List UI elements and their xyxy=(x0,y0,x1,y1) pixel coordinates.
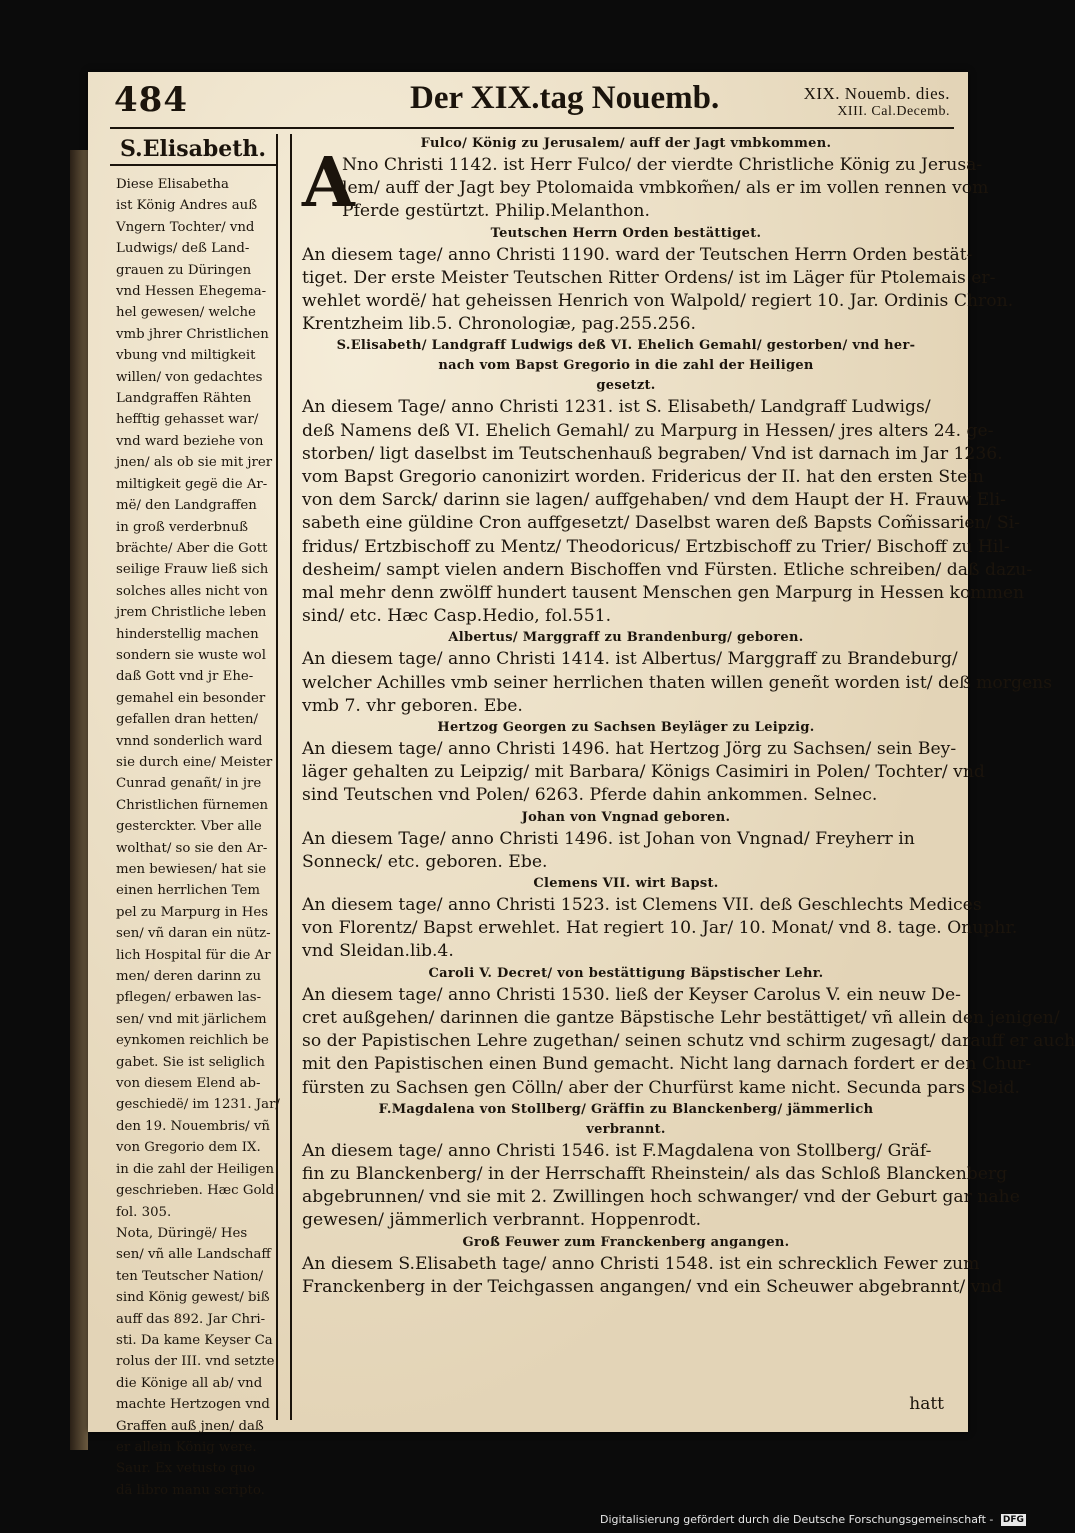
chronicle-entry xyxy=(302,224,1014,337)
marginal-line: men bewiesen/ hat sie xyxy=(116,862,267,877)
entry-heading: Albertus/ Marggraff zu Brandenburg/ geboren. xyxy=(448,630,804,646)
marginal-line: gesterckter. Vber alle xyxy=(116,819,262,835)
entry-line: An diesem tage/ anno Christi 1530. ließ der Keyser Carolus V. ein neuw De- xyxy=(302,984,961,1005)
chronicle-entry xyxy=(302,336,1033,628)
entry-line: vnd Sleidan.lib.4. xyxy=(302,941,454,962)
entry-line: Krentzheim lib.5. Chronologiæ, pag.255.256. xyxy=(302,314,696,335)
header-rule xyxy=(110,127,954,129)
entry-heading: gesetzt. xyxy=(596,378,656,394)
date-box xyxy=(804,84,950,120)
entry-line: An diesem tage/ anno Christi 1190. ward der Teutschen Herrn Orden bestät- xyxy=(302,244,973,265)
marginal-line: ist König Andres auß xyxy=(116,198,258,214)
marginal-line: rolus der III. vnd setzte xyxy=(116,1354,275,1370)
entry-line: An diesem Tage/ anno Christi 1231. ist S. Elisabeth/ Landgraff Ludwigs/ xyxy=(302,397,931,418)
marginal-line: sind König gewest/ biß xyxy=(116,1290,270,1306)
marginal-line: fol. 305. xyxy=(116,1204,172,1220)
marginal-line: pflegen/ erbawen las- xyxy=(116,990,262,1006)
marginal-line: pel zu Marpurg in Hes xyxy=(116,904,269,920)
marginal-line: machte Hertzogen vnd xyxy=(116,1397,270,1413)
digitization-footer xyxy=(600,1513,1026,1526)
entry-line: von dem Sarck/ darinn sie lagen/ auffgehaben/ vnd dem Haupt der H. Frauw Eli- xyxy=(302,490,1006,511)
entry-heading: Clemens VII. wirt Bapst. xyxy=(533,876,719,892)
entry-body xyxy=(302,396,1033,628)
marginal-line: solches alles nicht von xyxy=(116,583,268,599)
entry-line: wehlet wordë/ hat geheissen Henrich von Walpold/ regiert 10. Jar. Ordinis Chron. xyxy=(302,291,1014,312)
entry-body xyxy=(302,738,985,808)
marginal-line: jrem Christliche leben xyxy=(116,605,267,621)
marginal-line: dã libro manu scripto. xyxy=(116,1482,265,1498)
marginal-line: geschrieben. Hæc Gold xyxy=(116,1183,275,1199)
entry-line: An diesem tage/ anno Christi 1414. ist Albertus/ Marggraff zu Brandeburg/ xyxy=(302,649,958,670)
entry-heading: Groß Feuwer zum Franckenberg angangen. xyxy=(462,1234,790,1250)
entry-body xyxy=(302,894,1018,964)
entry-line: Franckenberg in der Teichgassen angangen/ vnd ein Scheuwer abgebrannt/ vnd xyxy=(302,1276,1003,1297)
marginal-line: die Könige all ab/ vnd xyxy=(116,1375,263,1391)
running-title: Der XIX.tag Nouemb. xyxy=(410,80,720,116)
marginal-line: jnen/ als ob sie mit jrer xyxy=(116,455,273,471)
marginal-line: in groß verderbnuß xyxy=(116,519,249,535)
entry-heading: S.Elisabeth/ Landgraff Ludwigs deß VI. Ehelich Gemahl/ gestorben/ vnd her- xyxy=(336,338,916,354)
entry-line: Pferde gestürtzt. Philip.Melanthon. xyxy=(342,201,650,222)
marginal-line: Landgraffen Rähten xyxy=(116,391,252,407)
chronicle-entry xyxy=(302,1100,1020,1233)
marginal-column xyxy=(110,134,280,1498)
entry-line: sind/ etc. Hæc Casp.Hedio, fol.551. xyxy=(302,606,612,627)
marginal-line: miltigkeit gegë die Ar- xyxy=(116,476,268,492)
dfg-logo: DFG xyxy=(1002,1515,1024,1525)
entry-heading: Hertzog Georgen zu Sachsen Beyläger zu Leipzig. xyxy=(437,720,815,736)
entry-line: vmb 7. vhr geboren. Ebe. xyxy=(302,695,523,716)
entry-heading: nach vom Bapst Gregorio in die zahl der Heiligen xyxy=(438,358,814,374)
marginal-line: von diesem Elend ab- xyxy=(116,1076,261,1092)
chronicle-entry xyxy=(302,718,985,808)
page-number: 484 xyxy=(114,80,188,120)
book-edge xyxy=(70,150,88,1450)
entry-line: sind Teutschen vnd Polen/ 6263. Pferde dahin ankommen. Selnec. xyxy=(302,785,878,806)
entry-line: desheim/ sampt vielen andern Bischoffen vnd Fürsten. Etliche schreiben/ daß dazu- xyxy=(302,559,1033,580)
marginal-line: hinderstellig machen xyxy=(116,626,259,642)
entry-line: An diesem tage/ anno Christi 1546. ist F.Magdalena von Stollberg/ Gräf- xyxy=(302,1140,932,1161)
entry-body xyxy=(302,648,1053,718)
marginal-line: Cunrad genañt/ in jre xyxy=(116,776,262,792)
page-header xyxy=(110,80,950,120)
entry-body xyxy=(302,1140,1020,1233)
marginal-line: vnnd sonderlich ward xyxy=(116,733,263,749)
marginal-line: ten Teutscher Nation/ xyxy=(116,1268,264,1284)
date-line-2: XIII. Cal.Decemb. xyxy=(837,104,950,119)
marginal-line: Graffen auß jnen/ daß xyxy=(116,1418,264,1434)
marginal-line: vmb jhrer Christlichen xyxy=(116,326,269,342)
chronicle-entry xyxy=(302,964,1075,1100)
entry-line: so der Papistischen Lehre zugethan/ seinen schutz vnd schirm zugesagt/ darauff er auch xyxy=(302,1031,1075,1052)
entry-body xyxy=(302,984,1075,1100)
entry-heading: Johan von Vngnad geboren. xyxy=(521,809,731,825)
entry-line: deß Namens deß VI. Ehelich Gemahl/ zu Marpurg in Hessen/ jres alters 24. ge- xyxy=(302,420,994,441)
entry-body xyxy=(302,154,989,224)
entry-body xyxy=(302,1253,1003,1299)
marginal-line: sti. Da kame Keyser Ca xyxy=(116,1332,273,1348)
marginal-line: sen/ vnd mit järlichem xyxy=(116,1011,267,1027)
marginal-line: daß Gott vnd jr Ehe- xyxy=(116,669,254,685)
entry-line: welcher Achilles vmb seiner herrlichen thaten willen geneñt worden ist/ deß morgens xyxy=(302,672,1053,693)
marginal-line: geschiedë/ im 1231. Jar/ xyxy=(116,1097,280,1113)
marginal-line: men/ deren darinn zu xyxy=(116,969,262,985)
entry-line: abgebrunnen/ vnd sie mit 2. Zwillingen hoch schwanger/ vnd der Geburt gar nahe xyxy=(302,1187,1020,1208)
chronicle-entry xyxy=(302,628,1053,718)
entry-line: tiget. Der erste Meister Teutschen Ritter Ordens/ ist im Läger für Ptolemais er- xyxy=(302,267,996,288)
main-column xyxy=(290,134,1075,1420)
marginal-line: gefallen dran hetten/ xyxy=(116,712,259,728)
entry-line: vom Bapst Gregorio canonizirt worden. Fridericus der II. hat den ersten Stein xyxy=(302,467,984,488)
entry-line: An diesem tage/ anno Christi 1496. hat Hertzog Jörg zu Sachsen/ sein Bey- xyxy=(302,739,957,760)
marginal-line: sen/ vñ alle Landschaff xyxy=(116,1247,271,1263)
marginal-line: den 19. Nouembris/ vñ xyxy=(116,1118,270,1134)
entry-line: fin zu Blanckenberg/ in der Herrschafft Rheinstein/ als das Schloß Blanckenberg xyxy=(302,1163,1008,1184)
marginal-line: einen herrlichen Tem xyxy=(116,883,260,899)
marginal-line: vnd Hessen Ehegema- xyxy=(116,284,267,300)
marginal-line: vnd ward beziehe von xyxy=(116,433,264,449)
entry-heading: Fulco/ König zu Jerusalem/ auff der Jagt vmbkommen. xyxy=(420,136,832,151)
entry-line: fürsten zu Sachsen gen Cölln/ aber der Churfürst kame nicht. Secunda pars Sleid. xyxy=(302,1077,1020,1098)
marginal-line: gemahel ein besonder xyxy=(116,690,266,706)
entry-heading: F.Magdalena von Stollberg/ Gräffin zu Blanckenberg/ jämmerlich xyxy=(378,1101,874,1117)
entry-line: sabeth eine güldine Cron auffgesetzt/ Daselbst waren deß Bapsts Com̃issarien/ Si- xyxy=(302,513,1020,534)
entry-line: Sonneck/ etc. geboren. Ebe. xyxy=(302,851,548,872)
marginal-heading: S.Elisabeth. xyxy=(110,134,276,166)
entry-heading: Caroli V. Decret/ von bestättigung Bäpstischer Lehr. xyxy=(428,965,824,981)
marginal-line: Vngern Tochter/ vnd xyxy=(116,219,255,235)
entry-body xyxy=(302,244,1014,337)
marginal-line: Diese Elisabetha xyxy=(116,177,229,192)
entry-line: Nno Christi 1142. ist Herr Fulco/ der vierdte Christliche König zu Jerusa- xyxy=(342,155,983,175)
marginal-line: hefftig gehasset war/ xyxy=(116,412,259,428)
entry-heading: verbrannt. xyxy=(586,1121,666,1137)
marginal-line: auff das 892. Jar Chri- xyxy=(116,1311,266,1327)
marginal-line: willen/ von gedachtes xyxy=(116,369,263,385)
entry-line: läger gehalten zu Leipzig/ mit Barbara/ Königs Casimiri in Polen/ Tochter/ vnd xyxy=(302,762,985,783)
marginal-line: gabet. Sie ist seliglich xyxy=(116,1054,265,1070)
chronicle-entry xyxy=(302,808,950,874)
date-line-1: XIX. Nouemb. dies. xyxy=(803,84,950,103)
entry-line: gewesen/ jämmerlich verbrannt. Hoppenrodt. xyxy=(302,1210,702,1231)
marginal-line: Christlichen fürnemen xyxy=(116,797,269,813)
marginal-line: sie durch eine/ Meister xyxy=(116,754,273,770)
chronicle-entry xyxy=(302,134,989,224)
marginal-line: wolthat/ so sie den Ar- xyxy=(116,840,268,856)
marginal-line: grauen zu Düringen xyxy=(116,262,252,278)
footer-text: Digitalisierung gefördert durch die Deutsche Forschungsgemeinschaft - xyxy=(600,1513,994,1526)
entry-line: mit den Papistischen einen Bund gemacht. Nicht lang darnach fordert er den Chur- xyxy=(302,1054,1032,1075)
chronicle-entry xyxy=(302,874,1018,964)
text-frame xyxy=(110,134,1075,1498)
drop-cap: A xyxy=(302,143,355,223)
entry-line: cret außgehen/ darinnen die gantze Bäpstische Lehr bestättiget/ vñ allein den jenigen/ xyxy=(302,1007,1060,1028)
marginal-line: sen/ vñ daran ein nütz- xyxy=(116,926,271,942)
entry-body xyxy=(302,828,950,874)
entry-line: An diesem Tage/ anno Christi 1496. ist Johan von Vngnad/ Freyherr in xyxy=(302,828,915,849)
marginal-line: më/ den Landgraffen xyxy=(116,498,257,514)
marginal-line: hel gewesen/ welche xyxy=(116,305,256,321)
marginal-line: eynkomen reichlich be xyxy=(116,1033,269,1049)
entry-line: mal mehr denn zwölff hundert tausent Menschen gen Marpurg in Hessen kommen xyxy=(302,583,1025,604)
chronicle-entry xyxy=(302,1233,1003,1299)
marginal-line: von Gregorio dem IX. xyxy=(116,1140,261,1156)
marginal-line: brächte/ Aber die Gott xyxy=(116,540,268,556)
entry-line: lem/ auff der Jagt bey Ptolomaida vmbkom̃en/ als er im vollen rennen vom xyxy=(342,178,989,199)
marginal-line: Saur. Ex vetusto quo xyxy=(116,1461,256,1477)
marginal-line: Nota, Düringë/ Hes xyxy=(116,1225,248,1241)
marginal-note xyxy=(110,166,280,1501)
entry-line: fridus/ Ertzbischoff zu Mentz/ Theodoricus/ Ertzbischoff zu Trier/ Bischoff zu Hil- xyxy=(302,536,1010,557)
entry-heading: Teutschen Herrn Orden bestättiget. xyxy=(490,225,762,241)
book-page xyxy=(88,72,1075,1498)
marginal-line: lich Hospital für die Ar xyxy=(116,947,271,963)
entry-line: An diesem tage/ anno Christi 1523. ist Clemens VII. deß Geschlechts Medices xyxy=(302,895,982,916)
marginal-line: vbung vnd miltigkeit xyxy=(116,348,256,364)
catchword: hatt xyxy=(909,1394,944,1414)
marginal-line: in die zahl der Heiligen xyxy=(116,1161,275,1177)
marginal-line: sondern sie wuste wol xyxy=(116,647,266,663)
marginal-line: er allein König were. xyxy=(116,1439,257,1455)
entry-line: An diesem S.Elisabeth tage/ anno Christi 1548. ist ein schrecklich Fewer zum xyxy=(302,1253,980,1274)
marginal-line: Ludwigs/ deß Land- xyxy=(116,241,250,257)
entry-line: storben/ ligt daselbst im Teutschenhauß begraben/ Vnd ist darnach im Jar 1236. xyxy=(302,443,1003,464)
entry-line: von Florentz/ Bapst erwehlet. Hat regiert 10. Jar/ 10. Monat/ vnd 8. tage. Onuphr. xyxy=(302,918,1018,939)
marginal-line: seilige Frauw ließ sich xyxy=(116,562,269,578)
